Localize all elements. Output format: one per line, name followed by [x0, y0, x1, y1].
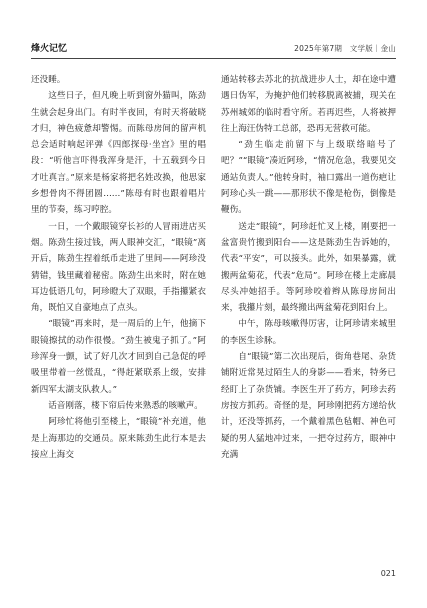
paragraph: 话音刚落，楼下帘后传来熟悉的咳嗽声。	[48, 400, 203, 411]
issue-info: 2025年第7期 文学版｜金山	[294, 44, 396, 53]
section-title: 烽火记忆	[31, 44, 68, 54]
paragraph: 这些日子，但凡晚上听到窗外猫叫，陈劲生就会起身出门。有时半夜回，有时天将破晓才归，神色疲惫却警惕。而陈母房间的留声机总会适时响起评弹《四郎探母·坐宫》里的唱段：“听他言吓得我浑身是汗，十五载到今日才吐真言。”原来是杨家将把名姓改换，他思家乡想骨肉不得团圆……”陈母有时也跟着唱片里的节奏，练习哼腔。	[31, 91, 206, 216]
paragraph: 送走“眼镜”，阿珍赶忙叉上楼，刚要把一盆富贵竹搬到阳台——这是陈劲生告诉她的，代表“平安”，可以接头。此外，如果暴露，就搬两盆菊花，代表“危局”。阿珍在楼上走廊晨尽头冲她招手。等阿珍咬着辫从陈母房间出来，我攥片刻，最终搬出两盆菊花到阳台上。	[221, 221, 396, 314]
paragraph: 中午，陈母咳嗽得厉害，让阿珍请来城里的李医生诊脉。	[221, 319, 396, 346]
paragraph: 自“眼镜”第二次出现后，街角巷尾、杂货铺附近常晃过陌生人的身影——看来，特务已经盯上了杂货铺。李医生开了药方，阿珍去药房按方抓药。奇怪的是，阿珍刚把药方递给伙计，还没等抓药，一个戴着黑色毡帽、神色可疑的男人猛地冲过来，一把夺过药方，眼神中充满	[221, 352, 396, 460]
paragraph: 还没睡。	[31, 75, 66, 85]
page-number: 021	[380, 569, 396, 578]
paragraph: “劲生临走前留下与上级联络暗号了吧？”“眼镜”凑近阿珍，“情况危急，我要见交通站负责人。”他转身时，袖口露出一道伤疤让阿珍心头一跳——那形状不像是枪伤，倒像是鞭伤。	[221, 140, 396, 216]
running-header	[31, 36, 396, 54]
paragraph: “眼镜”再来时，是一周后的上午，他摘下眼镜擦拭的动作很慢。“劲生被鬼子抓了。”阿珍浑身一颤，试了好几次才回到自己急促的呼吸里带着一丝慌乱，“得赶紧联系上级，安排新四军太湖支队救人。”	[31, 319, 206, 395]
right-column	[221, 72, 396, 463]
paragraph: 通站转移去苏北的抗战进步人士，却在途中遭遇日伪军，为掩护他们转移脱离被捕，现关在苏州城郊的临时看守所。若再迟些，人将被押往上海汪伪特工总部，恐再无营救可能。	[221, 75, 396, 134]
left-column	[31, 72, 206, 463]
paragraph: 阿珍忙将他引至楼上，“眼镜”补充道，他是上海那边的交通员。原来陈劲生此行本是去接应上海交	[31, 417, 206, 460]
paragraph: 一日，一个戴眼镜穿长衫的人冒雨进店买烟。陈劲生接过钱，两人眼神交汇，“眼镜”离开后，陈劲生捏着纸币走进了里间——阿珍没猜错，钱里藏着秘密。陈劲生出来时，附在她耳边低语几句，阿珍瞪大了双眼，手指攥紧衣角，既怕又自豪地点了点头。	[31, 221, 206, 314]
header-rule	[31, 58, 396, 59]
